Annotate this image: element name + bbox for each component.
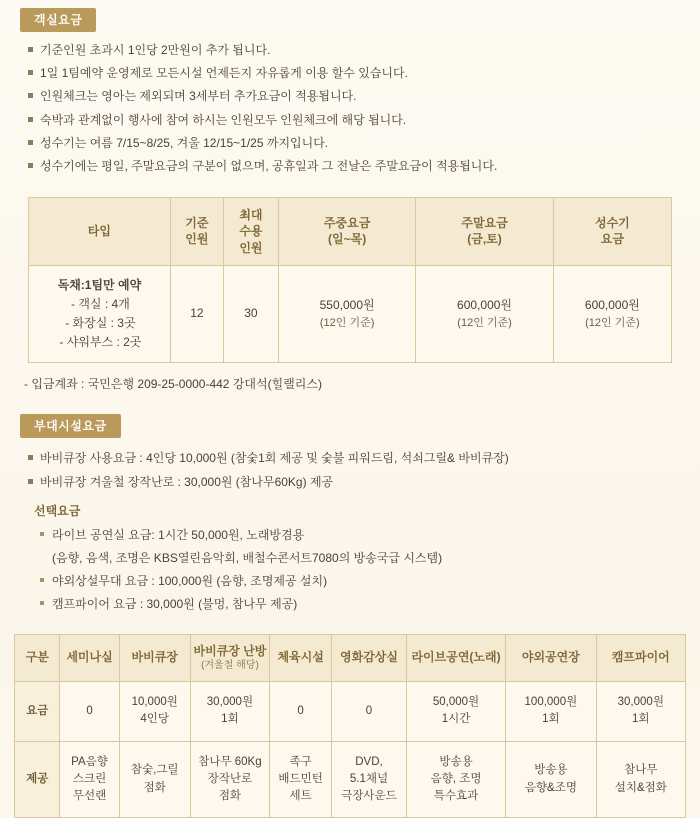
cell-line: 1회	[221, 713, 239, 726]
cell-provided-bbq	[119, 741, 190, 818]
column-header-live: 라이브공연(노래)	[406, 634, 505, 682]
cell-line: 50,000원	[432, 696, 480, 709]
room-notes-list	[0, 42, 700, 174]
cell-line: 10,000원	[131, 696, 178, 709]
column-header-weekday-line2: (일~목)	[328, 232, 367, 247]
column-header-division: 구분	[15, 634, 60, 682]
room-type-title: 독채:1팀만 예약	[57, 277, 142, 292]
cell-line: 음향&조명	[524, 781, 577, 794]
cell-provided-cinema	[332, 741, 407, 818]
weekday-price-value: 550,000원	[319, 297, 375, 312]
cell-provided-campfire	[596, 741, 685, 818]
room-rate-table-wrap	[0, 181, 700, 363]
cell-line: 음향, 조명	[430, 772, 482, 785]
list-item: 성수기에는 평일, 주말요금의 구분이 없으며, 공휴일과 그 전날은 주말요금이 적용됩니다.	[28, 158, 700, 174]
room-section-header	[0, 0, 700, 32]
list-item: 인원체크는 영아는 제외되며 3세부터 추가요금이 적용됩니다.	[28, 88, 700, 104]
cell-provided-seminar	[60, 741, 119, 818]
list-item: 기준인원 초과시 1인당 2만원이 추가 됩니다.	[28, 42, 700, 58]
row-header-provided: 제공	[15, 741, 60, 818]
cell-price-sports	[270, 682, 332, 742]
cell-line: 참숯,그릴	[130, 764, 179, 777]
cell-price-cinema	[332, 682, 407, 742]
column-header-max-line1: 최대	[239, 208, 263, 223]
column-header-base-person	[170, 198, 223, 266]
cell-line: 0	[365, 704, 373, 717]
column-header-base-line1: 기준	[185, 216, 209, 231]
cell-line: 1회	[632, 713, 650, 726]
facility-notes-list	[0, 450, 700, 489]
cell-line: 스크린	[72, 772, 107, 785]
cell-line: 30,000원	[617, 696, 664, 709]
cell-weekday-price	[278, 265, 415, 363]
cell-line: 5.1채널	[349, 772, 389, 785]
cell-provided-bbq-heating	[190, 741, 269, 818]
column-header-bbq-heating-line2: (겨울철 해당)	[201, 660, 259, 672]
list-item: 1일 1팀예약 운영제로 모든시설 언제든지 자유롭게 이용 할수 있습니다.	[28, 65, 700, 81]
row-header-price: 요금	[15, 682, 60, 742]
table-row	[29, 265, 672, 363]
cell-provided-live	[406, 741, 505, 818]
cell-line: 무선랜	[72, 790, 107, 803]
cell-price-seminar	[60, 682, 119, 742]
cell-line: 설치&점화	[614, 781, 667, 794]
cell-line: 30,000원	[206, 696, 254, 709]
column-header-peak-line2: 요금	[600, 232, 624, 247]
table-row	[15, 741, 686, 818]
column-header-seminar: 세미나실	[60, 634, 119, 682]
column-header-base-line2: 인원	[185, 232, 209, 247]
column-header-weekday-line1: 주중요금	[323, 216, 371, 231]
column-header-cinema: 영화감상실	[332, 634, 407, 682]
bank-account-line: - 입금계좌 : 국민은행 209-25-0000-442 강대석(힐랠리스)	[24, 377, 322, 392]
option-list	[0, 527, 700, 543]
cell-line: 배드민턴	[278, 772, 323, 785]
cell-line: 족구	[289, 755, 312, 768]
cell-price-bbq-heating	[190, 682, 269, 742]
cell-line: 극장사운드	[341, 790, 397, 803]
cell-line: 점화	[218, 790, 242, 803]
weekend-price-note: (12인 기준)	[457, 316, 512, 329]
cell-line: 0	[297, 704, 304, 717]
cell-price-outdoor-stage	[506, 682, 596, 742]
column-header-bbq: 바비큐장	[119, 634, 190, 682]
list-item: 성수기는 여름 7/15~8/25, 겨울 12/15~1/25 까지입니다.	[28, 135, 700, 151]
cell-line: 1회	[542, 713, 560, 726]
column-header-weekday	[278, 198, 415, 266]
column-header-max-person	[223, 198, 278, 266]
room-type-detail-2: - 화장실 : 3곳	[65, 316, 136, 331]
cell-line: PA음향	[71, 755, 108, 768]
cell-base-person: 12	[170, 265, 223, 363]
list-item: 캠프파이어 요금 : 30,000원 (불멍, 참나무 제공)	[40, 596, 700, 612]
cell-room-type	[29, 265, 171, 363]
option-price-title: 선택요금	[34, 503, 81, 518]
column-header-max-line3: 인원	[239, 240, 263, 255]
list-item: 바비큐장 겨울철 장작난로 : 30,000원 (참나무60Kg) 제공	[28, 474, 700, 490]
facility-rate-table-wrap	[0, 620, 700, 818]
cell-peak-price	[553, 265, 671, 363]
list-item: 숙박과 관계없이 행사에 참여 하시는 인원모두 인원체크에 해당 됩니다.	[28, 112, 700, 128]
cell-price-bbq	[119, 682, 190, 742]
table-header-row	[15, 634, 686, 682]
cell-line: 참나무	[624, 764, 658, 777]
column-header-weekend-line2: (금,토)	[467, 232, 502, 247]
cell-line: 4인당	[140, 713, 170, 726]
weekend-price-value: 600,000원	[457, 297, 513, 312]
cell-provided-outdoor-stage	[506, 741, 596, 818]
cell-line: 참나무 60Kg	[198, 755, 262, 768]
cell-provided-sports	[270, 741, 332, 818]
room-type-detail-3: - 샤워부스 : 2곳	[59, 335, 142, 350]
facility-section-badge: 부대시설요금	[20, 414, 121, 438]
column-header-type: 타입	[29, 198, 171, 266]
cell-line: 세트	[289, 790, 312, 803]
peak-price-note: (12인 기준)	[585, 316, 640, 329]
room-section-badge: 객실요금	[20, 8, 96, 32]
cell-max-person: 30	[223, 265, 278, 363]
list-item: 바비큐장 사용요금 : 4인당 10,000원 (참숯1회 제공 및 숯불 피워드림, 석쇠그릴& 바비큐장)	[28, 450, 700, 466]
weekday-price-note: (12인 기준)	[319, 316, 375, 329]
list-item: 라이브 공연실 요금: 1시간 50,000원, 노래방겸용	[40, 527, 700, 543]
table-row	[15, 682, 686, 742]
cell-weekend-price	[416, 265, 553, 363]
column-header-weekend	[416, 198, 553, 266]
column-header-bbq-heating	[190, 634, 269, 682]
option-list-2	[0, 573, 700, 612]
cell-line: 100,000원	[524, 696, 578, 709]
column-header-peak-line1: 성수기	[594, 216, 630, 231]
column-header-outdoor-stage: 야외공연장	[506, 634, 596, 682]
facility-section-header	[0, 414, 700, 438]
cell-price-campfire	[596, 682, 685, 742]
cell-line: 1시간	[441, 713, 471, 726]
cell-line: DVD,	[355, 755, 383, 768]
option-1-note: (음향, 음색, 조명은 KBS열린음악회, 배철수콘서트7080의 방송국급 시스템)	[52, 551, 443, 565]
cell-line: 방송용	[534, 764, 568, 777]
list-item: 야외상설무대 요금 : 100,000원 (음향, 조명제공 설치)	[40, 573, 700, 589]
column-header-bbq-heating-line1: 바비큐장 난방	[193, 643, 267, 658]
room-rate-table	[28, 197, 672, 363]
column-header-weekend-line1: 주말요금	[461, 216, 508, 231]
cell-line: 장작난로	[207, 772, 253, 785]
column-header-sports: 체육시설	[270, 634, 332, 682]
table-header-row	[29, 198, 672, 266]
room-type-detail-1: - 객실 : 4개	[71, 296, 130, 311]
cell-line: 방송용	[439, 755, 473, 768]
peak-price-value: 600,000원	[584, 297, 640, 312]
column-header-max-line2: 수용	[239, 224, 263, 239]
column-header-peak	[553, 198, 671, 266]
cell-line: 점화	[143, 781, 166, 794]
cell-price-live	[406, 682, 505, 742]
column-header-campfire: 캠프파이어	[596, 634, 685, 682]
facility-rate-table	[14, 634, 686, 818]
cell-line: 특수효과	[433, 790, 479, 803]
cell-line: 0	[86, 704, 93, 717]
